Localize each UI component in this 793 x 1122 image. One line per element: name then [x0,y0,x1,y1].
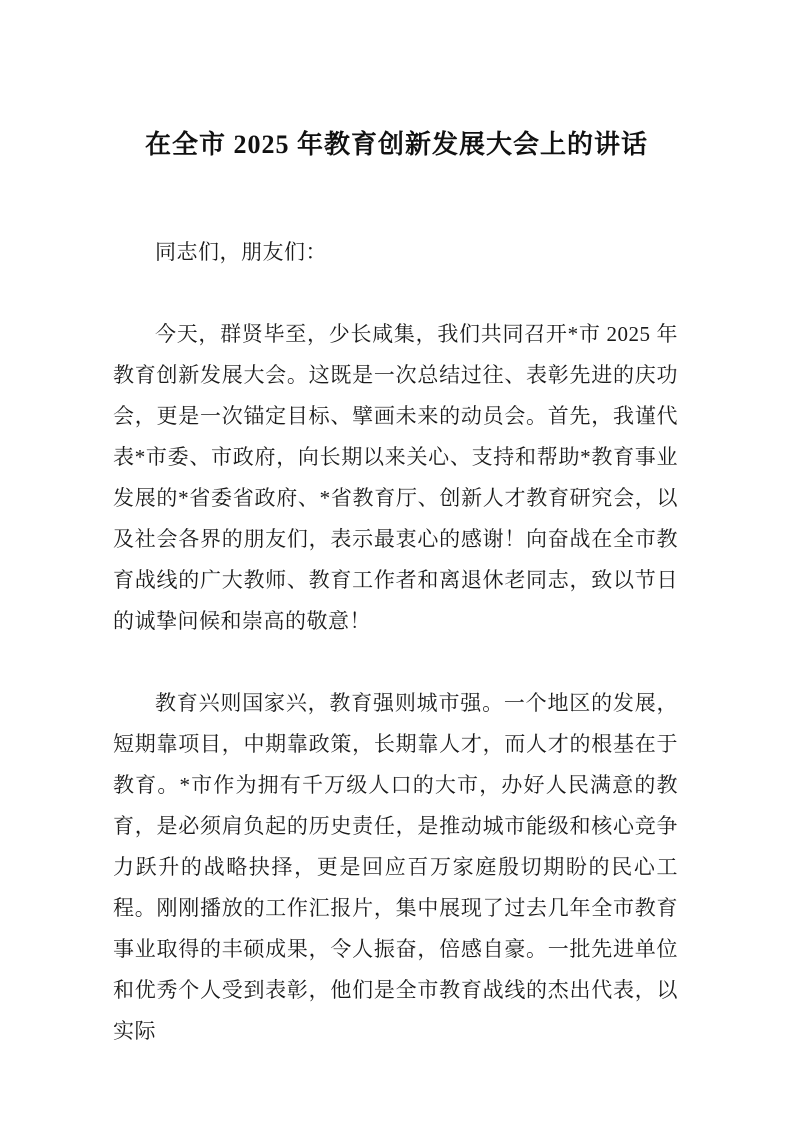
paragraph-1: 今天，群贤毕至，少长咸集，我们共同召开*市 2025 年教育创新发展大会。这既是一次总结过往、表彰先进的庆功会，更是一次锚定目标、擘画未来的动员会。首先，我谨代表*市委、市政府，向长期以来关心、支持和帮助*教育事业发展的*省委省政府、*省教育厅、创新人才教育研究会，以及社会各界的朋友们，表示最衷心的感谢！向奋战在全市教育战线的广大教师、教育工作者和离退休老同志，致以节日的诚挚问候和崇高的敬意！ [113,322,678,633]
document-title: 在全市 2025 年教育创新发展大会上的讲话 [144,130,648,159]
greeting-line: 同志们，朋友们： [155,240,327,264]
paragraph-2: 教育兴则国家兴，教育强则城市强。一个地区的发展，短期靠项目，中期靠政策，长期靠人才，而人才的根基在于教育。*市作为拥有千万级人口的大市，办好人民满意的教育，是必须肩负起的历史责任，是推动城市能级和核心竞争力跃升的战略抉择，更是回应百万家庭殷切期盼的民心工程。刚刚播放的工作汇报片，集中展现了过去几年全市教育事业取得的丰硕成果，令人振奋，倍感自豪。一批先进单位和优秀个人受到表彰，他们是全市教育战线的杰出代表，以实际 [113,691,678,1043]
document-body [113,232,678,1052]
